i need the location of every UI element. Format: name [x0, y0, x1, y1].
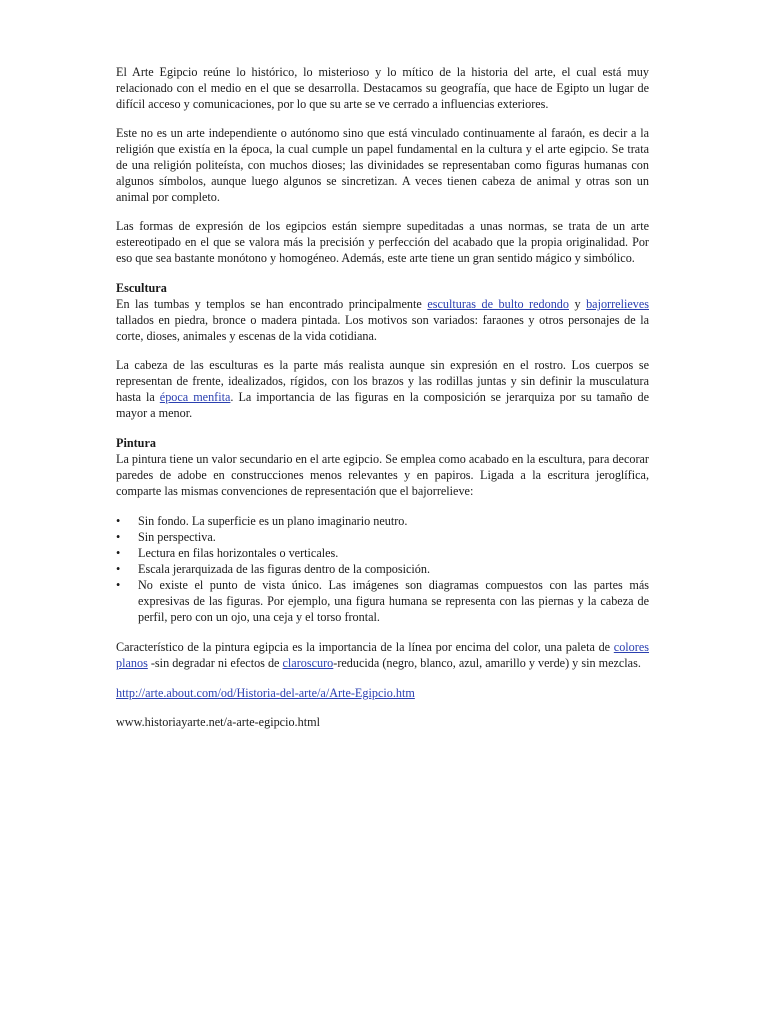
escultura-paragraph-2	[116, 357, 649, 421]
link-claroscuro[interactable]: claroscuro	[282, 656, 334, 670]
escultura-heading: Escultura	[116, 281, 167, 295]
escultura-paragraph-1	[116, 296, 649, 344]
link-bajorrelieves[interactable]: bajorrelieves	[586, 297, 649, 311]
intro-paragraph-2: Este no es un arte independiente o autónomo sino que está vinculado continuamente al faraón, es decir a la religión que existía en la época, la cual cumple un papel fundamental en la cultura y el arte egipcio. Se trata de una religión politeísta, con muchos dioses; las divinidades se representaban como figuras humanas con algunos símbolos, aunque luego algunos se sincretizan. A veces tienen cabeza de animal y otras son un animal por completo.	[116, 126, 649, 204]
bullet-icon: •	[116, 562, 121, 576]
list-item-text: No existe el punto de vista único. Las imágenes son diagramas compuestos con las partes más expresivas de las figuras. Por ejemplo, una figura humana se representa con las piernas y la cabeza de perfil, pero con un ojo, una ceja y el torso frontal.	[138, 578, 649, 624]
list-item-text: Sin fondo. La superficie es un plano imaginario neutro.	[138, 514, 408, 528]
list-item	[116, 545, 649, 561]
pintura-bullet-list	[116, 513, 649, 625]
intro-paragraph-3: Las formas de expresión de los egipcios están siempre supeditadas a unas normas, se trata de un arte estereotipado en el que se valora más la precisión y perfección del acabado que la propia originalidad. Por eso que sea bastante monótono y homogéneo. Además, este arte tiene un gran sentido mágico y simbólico.	[116, 219, 649, 265]
escultura-text-b: y	[569, 297, 587, 311]
escultura-text-a: En las tumbas y templos se han encontrado principalmente	[116, 297, 428, 311]
list-item-text: Escala jerarquizada de las figuras dentro de la composición.	[138, 562, 431, 576]
pintura-paragraph-2	[116, 639, 649, 671]
intro-paragraph-1: El Arte Egipcio reúne lo histórico, lo misterioso y lo mítico de la historia del arte, el cual está muy relacionado con el medio en el que se desarrolla. Destacamos su geografía, que hace de Egipto un lugar de difícil acceso y comunicaciones, por lo que su arte se ve cerrado a influencias exteriores.	[116, 65, 649, 111]
source-link-paragraph	[116, 685, 649, 701]
escultura-text-d: La cabeza de las esculturas es la parte más realista aunque sin expresión en el rostro. Los cuerpos se representan de frente, idealizados, rígidos, con los brazos y las rodillas juntas y sin definir la musculatura hasta la	[116, 358, 649, 404]
escultura-text-e: . La importancia de las figuras en la composición se jerarquiza por su tamaño de mayor a menor.	[116, 390, 649, 420]
list-item	[116, 561, 649, 577]
bullet-icon: •	[116, 514, 121, 528]
escultura-text-c: tallados en piedra, bronce o madera pintada. Los motivos son variados: faraones y otros personajes de la corte, dioses, animales y escenas de la vida cotidiana.	[116, 313, 649, 343]
pintura-text-c: -reducida (negro, blanco, azul, amarillo y verde) y sin mezclas.	[333, 656, 641, 670]
pintura-heading: Pintura	[116, 436, 156, 450]
list-item	[116, 577, 649, 625]
link-epoca-menfita[interactable]: época menfita	[159, 390, 231, 404]
pintura-text-b: -sin degradar ni efectos de	[147, 656, 283, 670]
list-item-text: Lectura en filas horizontales o verticales.	[138, 546, 339, 560]
link-esculturas-bulto-redondo[interactable]: esculturas de bulto redondo	[427, 297, 569, 311]
source-plain-url: www.historiayarte.net/a-arte-egipcio.html	[116, 715, 320, 729]
source-link-about[interactable]: http://arte.about.com/od/Historia-del-arte/a/Arte-Egipcio.htm	[116, 686, 415, 700]
bullet-icon: •	[116, 530, 121, 544]
bullet-icon: •	[116, 546, 121, 560]
link-colores-planos[interactable]: colores planos	[116, 640, 649, 670]
pintura-paragraph-1: La pintura tiene un valor secundario en el arte egipcio. Se emplea como acabado en la escultura, para decorar paredes de adobe en construcciones menos relevantes y en papiros. Ligada a la escritura jeroglífica, comparte las mismas convenciones de representación que el bajorrelieve:	[116, 452, 649, 498]
list-item	[116, 529, 649, 545]
list-item-text: Sin perspectiva.	[138, 530, 216, 544]
pintura-text-a: Característico de la pintura egipcia es la importancia de la línea por encima del color, una paleta de	[116, 640, 614, 654]
bullet-icon: •	[116, 578, 121, 592]
list-item	[116, 513, 649, 529]
document-page	[116, 64, 649, 730]
